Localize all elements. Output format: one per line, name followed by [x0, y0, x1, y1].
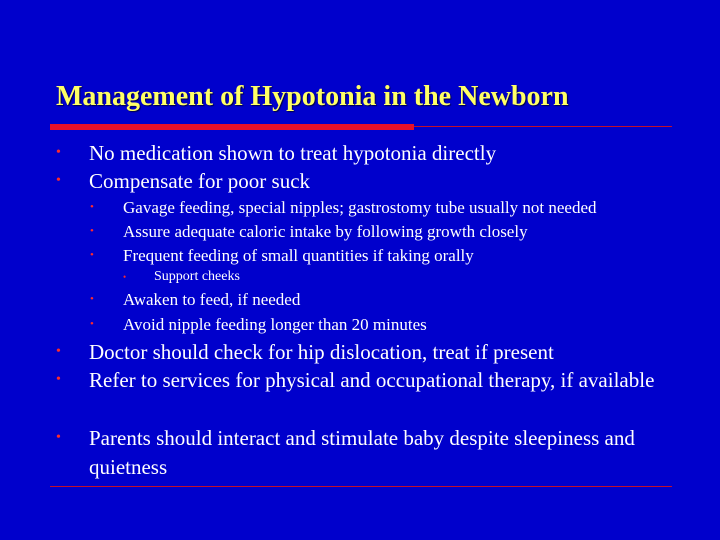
- sub-bullet-item: [90, 313, 690, 336]
- bullet-text: Doctor should check for hip dislocation, treat if present: [89, 340, 554, 364]
- slide-title: Management of Hypotonia in the Newborn: [56, 81, 569, 112]
- bullet-icon: •: [90, 201, 94, 213]
- bullet-icon: •: [90, 225, 94, 237]
- bullet-text: Compensate for poor suck: [89, 169, 311, 193]
- bullet-text: Avoid nipple feeding longer than 20 minutes: [123, 315, 427, 334]
- footer-rule: [50, 486, 672, 487]
- bullet-icon: •: [56, 173, 61, 188]
- bullet-text: Frequent feeding of small quantities if taking orally: [123, 246, 474, 265]
- bullet-text: Parents should interact and stimulate baby despite sleepiness and quietness: [89, 426, 635, 479]
- bullet-icon: •: [90, 318, 94, 330]
- bullet-text: No medication shown to treat hypotonia directly: [89, 141, 497, 165]
- bullet-icon: •: [123, 272, 127, 282]
- bullet-item: [56, 338, 686, 367]
- bullet-text: Awaken to feed, if needed: [123, 290, 301, 309]
- bullet-icon: •: [90, 249, 94, 261]
- bullet-icon: •: [56, 344, 61, 359]
- title-underline-thick: [50, 124, 414, 130]
- bullet-icon: •: [56, 145, 61, 160]
- sub-bullet-item: [90, 196, 690, 219]
- bullet-text: Gavage feeding, special nipples; gastrostomy tube usually not needed: [123, 198, 597, 217]
- bullet-icon: •: [56, 430, 61, 445]
- bullet-item: [56, 139, 686, 168]
- bullet-item: [56, 366, 686, 395]
- bullet-icon: •: [90, 293, 94, 305]
- bullet-item: [56, 424, 686, 481]
- bullet-text: Support cheeks: [154, 269, 240, 284]
- sub-bullet-item: [90, 288, 690, 311]
- bullet-text: Assure adequate caloric intake by following growth closely: [123, 222, 528, 241]
- bullet-icon: •: [56, 372, 61, 387]
- sub-sub-bullet-item: [123, 267, 623, 287]
- title-underline-thin: [414, 126, 672, 127]
- sub-bullet-item: [90, 244, 690, 267]
- sub-bullet-item: [90, 220, 690, 243]
- bullet-item: [56, 167, 686, 196]
- bullet-text: Refer to services for physical and occupational therapy, if available: [89, 368, 655, 392]
